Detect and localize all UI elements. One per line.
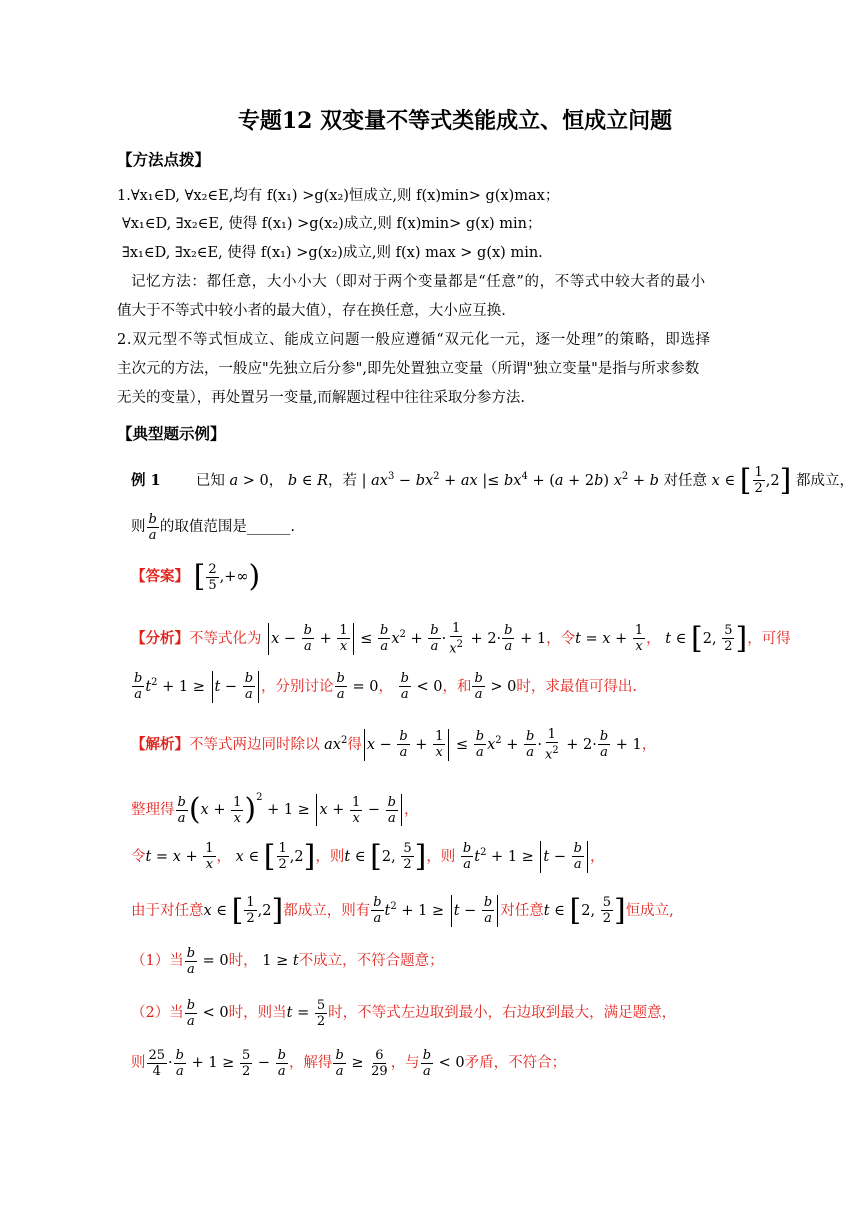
solution-line-4 xyxy=(131,888,674,926)
formula: $\frac{b}{a}$ $t^2 + 1 \ge t$ − $\frac{b}{a}$ xyxy=(370,903,500,919)
formula: $\frac{b}{a}$ $t^2 + 1 \ge t$ − $\frac{b}{a}$ xyxy=(460,849,590,865)
page-title: 专题12 双变量不等式类能成立、恒成立问题 xyxy=(237,108,673,134)
formula: t ∈ [2, $\frac{5}{2}$ ] xyxy=(543,892,626,928)
formula: $\frac{b}{a}$ < 0 xyxy=(186,997,229,1029)
method-heading: 【方法点拨】 xyxy=(117,150,211,169)
method-line-4: 记忆方法：都任意，大小小大（即对于两个变量都是“任意”的，不等式中较大者的最小 xyxy=(131,274,706,290)
solution-text: 由于对任意 xyxy=(131,902,204,919)
solution-case-1 xyxy=(131,942,444,980)
example-text: ，若 xyxy=(328,472,357,489)
solution-text: 都成立，则有 xyxy=(283,902,371,919)
formula: a > 0 xyxy=(229,472,269,489)
example-label: 例 1 xyxy=(131,471,161,489)
solution-text: ，与 xyxy=(390,1055,420,1071)
analysis-line-2 xyxy=(131,664,637,702)
solution-text: 对任意 xyxy=(500,902,544,919)
solution-text: ，则 xyxy=(426,848,456,865)
example-heading: 【典型题示例】 xyxy=(117,424,226,443)
method-line-3: ∃x₁∈D, ∃x₂∈E, 使得 f(x₁) >g(x₂)成立,则 f(x) max > g(x) min. xyxy=(122,245,543,261)
formula: $\frac{b}{a}$ = 0 xyxy=(336,671,379,703)
example-1-line-1 xyxy=(131,460,854,498)
formula: t = x + $\frac{1}{x}$ xyxy=(575,623,644,655)
solution-text: 矛盾，不符合； xyxy=(464,1055,567,1071)
method-line-7: 主次元的方法，一般应"先独立后分参",即先处置独立变量（所谓"独立变量"是指与所求参数 xyxy=(117,361,700,377)
solution-text: 时， xyxy=(228,953,258,969)
formula: $\frac{b}{a}$ > 0 xyxy=(474,671,517,703)
example-text: 则 xyxy=(131,519,146,535)
solution-case-2-result xyxy=(131,1044,566,1082)
solution-case-2 xyxy=(131,994,676,1032)
formula: t = $\frac{5}{2}$ xyxy=(286,997,326,1029)
solution-text: ， xyxy=(589,848,605,865)
formula: $\frac{b}{a}$ ≥ $\frac{6}{29}$ xyxy=(335,1047,388,1079)
solution-text: （2）当 xyxy=(131,1005,184,1021)
formula: | $ax^3 - bx^2$ + ax |≤ $bx^4 + (a + 2b) x^2 + b$ xyxy=(361,471,659,489)
analysis-text: 不等式化为 xyxy=(189,630,262,647)
analysis-text: ，令 xyxy=(546,630,576,647)
solution-text: ， xyxy=(641,736,657,753)
analysis-label: 【分析】 xyxy=(131,629,189,647)
method-line-2: ∀x₁∈D, ∃x₂∈E, 使得 f(x₁) >g(x₂)成立,则 f(x)min> g(x) min； xyxy=(122,216,542,232)
method-line-5: 值大于不等式中较小者的最大值），存在换任意，大小应互换. xyxy=(117,303,506,319)
formula: $\frac{b}{a}$ xyxy=(148,511,157,543)
formula: [ $\frac{2}{5}$ ,+∞) xyxy=(193,559,261,594)
solution-text: 不成立，不符合题意； xyxy=(298,953,444,969)
formula: x ∈ [ $\frac{1}{2}$ ,2] xyxy=(203,892,284,928)
formula: x − $\frac{b}{a}$ + $\frac{1}{x}$ ≤ $\frac{b}{a}$ $x^2$ + $\frac{b}{a}$ · $\frac{1}{x^2}$ + 2· $\frac{b}{a}$ + 1 xyxy=(266,631,546,647)
solution-line-2 xyxy=(131,778,419,827)
solution-text: ， xyxy=(216,848,232,865)
solution-line-1 xyxy=(131,722,657,763)
solution-text: 不等式两边同时除以 xyxy=(189,736,320,753)
analysis-text: 时，求最值可得出. xyxy=(516,678,638,695)
example-text: 对任意 xyxy=(663,472,708,489)
analysis-line-1 xyxy=(131,616,791,657)
analysis-text: ， xyxy=(646,630,661,647)
formula: t ∈ [2, $\frac{5}{2}$ ] xyxy=(344,838,427,874)
analysis-text: ，分别讨论 xyxy=(261,678,334,695)
example-text: 已知 xyxy=(195,472,225,489)
solution-text: 恒成立, xyxy=(625,902,674,919)
solution-label: 【解析】 xyxy=(131,735,189,753)
formula: t = x + $\frac{1}{x}$ xyxy=(145,841,214,873)
formula: 1 ≥ t xyxy=(262,953,299,969)
solution-text: 则 xyxy=(131,1055,146,1071)
formula: t ∈ [2, $\frac{5}{2}$ ] xyxy=(665,620,748,656)
solution-text: 得 xyxy=(347,736,362,753)
analysis-text: ，可得 xyxy=(747,630,791,647)
answer-line xyxy=(131,560,260,594)
formula: $\frac{b}{a}$ = 0 xyxy=(186,945,229,977)
answer-label: 【答案】 xyxy=(131,568,189,585)
method-line-6: 2.双元型不等式恒成立、能成立问题一般应遵循“双元化一元，逐一处理”的策略，即选择 xyxy=(117,332,711,348)
method-line-8: 无关的变量），再处置另一变量,而解题过程中往往采取分参方法. xyxy=(117,390,525,406)
example-1-line-2 xyxy=(131,510,295,544)
formula: $\frac{b}{a}$ < 0 xyxy=(400,671,443,703)
formula: x ∈ [ $\frac{1}{2}$ ,2] xyxy=(711,462,792,498)
solution-text: 时，不等式左边取到最小，右边取到最大，满足题意， xyxy=(328,1005,677,1021)
solution-text: ，则 xyxy=(315,848,345,865)
formula: $\frac{b}{a}$ (x + $\frac{1}{x}$ )$^2$ + 1 ≥ x + $\frac{1}{x}$ − $\frac{b}{a}$ xyxy=(175,802,405,818)
formula: b ∈ R xyxy=(287,472,328,489)
formula: $\frac{b}{a}$ $t^2 + 1 \ge t$ − $\frac{b}{a}$ xyxy=(131,679,261,695)
analysis-text: ，和 xyxy=(442,678,472,695)
example-text: 都成立， xyxy=(795,472,854,489)
formula: $\frac{25}{4}$ · $\frac{b}{a}$ + 1 ≥ $\frac{5}{2}$ − $\frac{b}{a}$ xyxy=(148,1047,286,1079)
formula: x ∈ [ $\frac{1}{2}$ ,2] xyxy=(235,838,316,874)
method-line-1: 1.∀x₁∈D, ∀x₂∈E,均有 f(x₁) >g(x₂)恒成立,则 f(x)min> g(x)max； xyxy=(117,188,560,204)
example-text: 的取值范围是______. xyxy=(159,519,295,535)
solution-text: 时，则当 xyxy=(228,1005,287,1021)
analysis-text: ， xyxy=(378,678,393,695)
formula: x − $\frac{b}{a}$ + $\frac{1}{x}$ ≤ $\frac{b}{a}$ $x^2$ + $\frac{b}{a}$ · $\frac{1}{x^2}$ + 2· $\frac{b}{a}$ + 1 xyxy=(362,737,642,753)
example-text: ， xyxy=(268,472,284,489)
solution-text: 整理得 xyxy=(131,802,175,818)
solution-line-3 xyxy=(131,834,604,872)
solution-text: 令 xyxy=(131,848,146,865)
solution-text: ，解得 xyxy=(288,1055,333,1071)
formula: $ax^2$ xyxy=(324,735,348,753)
formula: $\frac{b}{a}$ < 0 xyxy=(422,1047,465,1079)
solution-text: ， xyxy=(404,802,419,818)
solution-text: （1）当 xyxy=(131,953,184,969)
